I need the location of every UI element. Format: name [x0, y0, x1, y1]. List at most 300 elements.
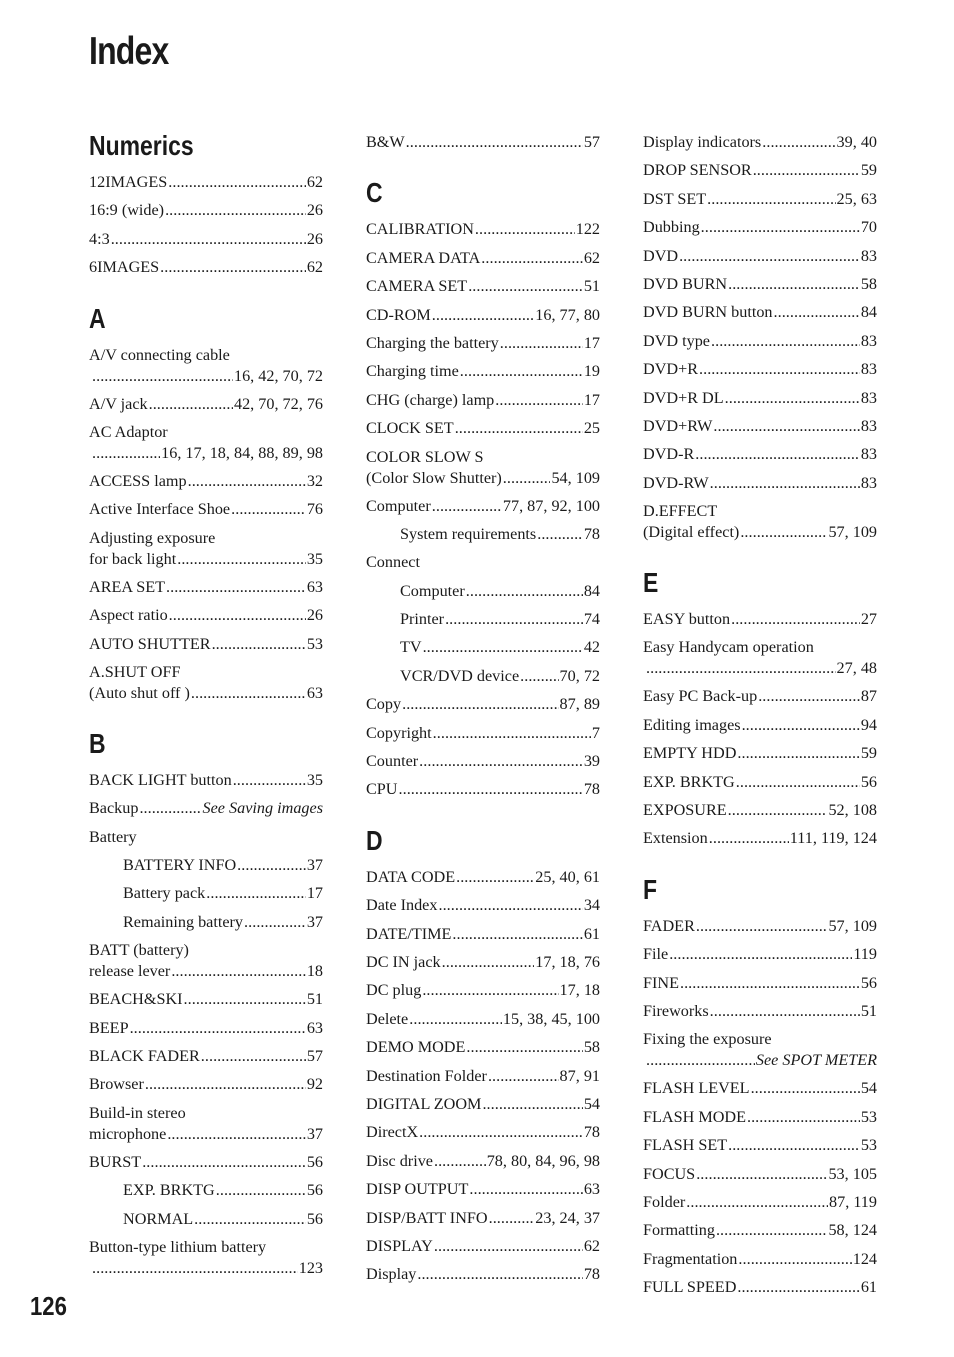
entry-pages: 37 [306, 1124, 323, 1143]
index-entry [89, 524, 323, 573]
entry-label: Connect [366, 553, 420, 572]
entry-pages: 74 [583, 610, 600, 629]
entry-label: A.SHUT OFF [89, 662, 181, 681]
entry-continuation [89, 443, 323, 464]
entry-pages: 57 [583, 133, 600, 151]
dot-leader [694, 440, 860, 468]
dot-leader [727, 796, 828, 824]
entry-label: CAMERA DATA [366, 248, 481, 267]
section-heading: D [366, 824, 383, 856]
entry-continuation [643, 522, 877, 543]
entry-label: Extension [643, 829, 708, 848]
entry-label: Battery pack [123, 884, 206, 903]
dot-leader [481, 1090, 582, 1118]
dot-leader [710, 327, 860, 355]
entry-pages: 58, 124 [828, 1221, 877, 1240]
entry-pages: 83 [860, 331, 877, 350]
dot-leader [176, 549, 306, 570]
entry-label: 16:9 (wide) [89, 201, 165, 220]
dot-leader [715, 1216, 827, 1244]
dot-leader [700, 213, 860, 241]
entry-label: Fragmentation [643, 1249, 738, 1268]
entry-pages: 70, 72 [559, 666, 600, 685]
entry-label: DVD [643, 246, 679, 265]
entry-label: COLOR SLOW S [366, 447, 484, 466]
entry-label: FOCUS [643, 1164, 696, 1183]
dot-leader [712, 412, 859, 440]
entry-pages: 17, 18, 76 [535, 952, 600, 971]
entry-label: DISPLAY [366, 1236, 433, 1255]
index-subentry [89, 908, 323, 936]
index-entry [643, 384, 877, 412]
index-subentry [89, 879, 323, 907]
dot-leader [166, 1124, 305, 1145]
index-entry [89, 1233, 323, 1282]
entry-label: DVD+R DL [643, 388, 724, 407]
dot-leader [433, 1232, 583, 1260]
entry-label: DVD+RW [643, 416, 713, 435]
entry-pages: 25 [583, 419, 600, 438]
index-entry [89, 1070, 323, 1098]
entry-label: DVD BURN [643, 274, 728, 293]
index-entry [366, 1232, 600, 1260]
entry-label: CAMERA SET [366, 277, 468, 296]
dot-leader [746, 1103, 860, 1131]
index-entry [643, 605, 877, 633]
dot-leader [502, 468, 551, 489]
dot-leader [730, 605, 860, 633]
dot-leader [165, 573, 306, 601]
dot-leader [193, 1205, 306, 1233]
index-entry [89, 1014, 323, 1042]
entry-pages: 56 [306, 1209, 323, 1228]
dot-leader [474, 215, 575, 243]
entry-pages: 62 [306, 173, 323, 191]
entry-pages: 57, 109 [828, 916, 877, 935]
entry-label: DC plug [366, 981, 422, 1000]
entry-label: FADER [643, 916, 695, 935]
entry-pages: 63 [306, 577, 323, 596]
index-entry [366, 863, 600, 891]
index-entry [643, 440, 877, 468]
entry-label-cont: microphone [89, 1124, 167, 1143]
entry-continuation [89, 683, 323, 704]
index-entry [366, 1062, 600, 1090]
index-entry [366, 747, 600, 775]
index-entry [89, 390, 323, 418]
index-entry [643, 497, 877, 546]
dot-leader [519, 662, 558, 690]
dot-leader [418, 1118, 583, 1146]
index-entry [643, 327, 877, 355]
index-entry [366, 443, 600, 492]
entry-pages: 83 [860, 445, 877, 464]
dot-leader [645, 1050, 755, 1071]
index-entry [643, 156, 877, 184]
entry-label: AUTO SHUTTER [89, 634, 211, 653]
index-entry [643, 128, 877, 156]
entry-label: DROP SENSOR [643, 161, 752, 180]
index-entry [643, 242, 877, 270]
entry-label: Backup [89, 799, 139, 818]
entry-label: FULL SPEED [643, 1278, 737, 1297]
entry-label: FLASH LEVEL [643, 1079, 750, 1098]
index-entry [366, 920, 600, 948]
dot-leader [138, 794, 201, 822]
dot-leader [416, 1260, 582, 1288]
dot-leader [735, 768, 860, 796]
dot-leader [144, 1070, 306, 1098]
dot-leader [465, 577, 583, 605]
index-entry [366, 548, 600, 576]
entry-pages: 61 [860, 1278, 877, 1297]
dot-leader [190, 683, 306, 704]
dot-leader [698, 355, 860, 383]
entry-continuation [643, 1050, 877, 1071]
index-entry [643, 1216, 877, 1244]
entry-label: EASY button [643, 610, 731, 629]
index-entry [643, 1160, 877, 1188]
entry-label: BEACH&SKI [89, 990, 183, 1009]
entry-label-cont: (Auto shut off ) [89, 683, 190, 702]
entry-pages: 119 [853, 945, 877, 964]
entry-label: Build-in stereo [89, 1103, 186, 1122]
entry-label: CHG (charge) lamp [366, 390, 495, 409]
index-subentry [366, 662, 600, 690]
dot-leader [236, 851, 306, 879]
entry-pages: 58 [860, 274, 877, 293]
entry-pages: 57, 109 [828, 523, 877, 542]
entry-pages: 51 [583, 277, 600, 296]
dot-leader [405, 128, 583, 156]
dot-leader [467, 272, 583, 300]
entry-pages: 123 [298, 1258, 323, 1277]
section-heading: A [89, 302, 106, 334]
entry-label: Fireworks [643, 1001, 709, 1020]
index-entry [643, 739, 877, 767]
entry-pages: 52, 108 [828, 801, 877, 820]
entry-label: Easy Handycam operation [643, 638, 814, 657]
index-entry [89, 196, 323, 224]
entry-label: EXP. BRKTG [123, 1181, 215, 1200]
dot-leader [167, 168, 306, 196]
entry-pages: 39, 40 [836, 133, 877, 151]
dot-leader [459, 357, 583, 385]
entry-pages: 34 [583, 896, 600, 915]
entry-pages: 62 [306, 258, 323, 277]
dot-leader [706, 185, 835, 213]
index-entry [89, 936, 323, 985]
index-column-3 [643, 128, 877, 1302]
entry-pages: 53 [860, 1136, 877, 1155]
entry-pages: 17 [306, 884, 323, 903]
entry-label: Copy [366, 695, 402, 714]
entry-label: DVD BURN button [643, 303, 773, 322]
entry-label: Copyright [366, 723, 432, 742]
entry-label: Remaining battery [123, 912, 244, 931]
dot-leader [727, 1131, 860, 1159]
entry-pages: 87, 89 [559, 695, 600, 714]
index-entry [89, 658, 323, 707]
entry-pages: 78 [583, 524, 600, 543]
dot-leader [739, 522, 827, 543]
entry-pages: 23, 24, 37 [535, 1208, 600, 1227]
entry-pages: 17 [583, 333, 600, 352]
entry-label: CALIBRATION [366, 220, 474, 239]
entry-continuation [89, 549, 323, 570]
entry-label: BATTERY INFO [123, 856, 237, 875]
dot-leader [437, 891, 582, 919]
dot-leader [170, 961, 305, 982]
index-entry [89, 495, 323, 523]
entry-label: Browser [89, 1075, 144, 1094]
entry-label: DST SET [643, 189, 707, 208]
entry-pages: 78 [583, 780, 600, 799]
dot-leader [709, 997, 860, 1025]
entry-pages: 37 [306, 856, 323, 875]
entry-label: VCR/DVD device [400, 666, 520, 685]
entry-continuation [643, 658, 877, 679]
index-entry [643, 1103, 877, 1131]
index-subentry [366, 605, 600, 633]
index-entry [366, 386, 600, 414]
entry-label: FLASH MODE [643, 1107, 746, 1126]
entry-pages: 94 [860, 715, 877, 734]
index-entry [89, 601, 323, 629]
dot-leader [465, 1033, 582, 1061]
entry-label: Fixing the exposure [643, 1030, 772, 1049]
index-entry [366, 948, 600, 976]
dot-leader [232, 766, 306, 794]
dot-leader [736, 1273, 859, 1301]
index-entry [89, 1148, 323, 1176]
dot-leader [91, 366, 233, 387]
index-entry [366, 244, 600, 272]
entry-pages: See SPOT METER [755, 1051, 877, 1070]
entry-label: Delete [366, 1009, 409, 1028]
entry-label: DEMO MODE [366, 1038, 466, 1057]
entry-pages: 57 [306, 1047, 323, 1066]
dot-leader [243, 908, 306, 936]
index-entry [366, 1147, 600, 1175]
dot-leader [421, 976, 558, 1004]
dot-leader [148, 390, 233, 418]
index-entry [89, 225, 323, 253]
entry-label: Destination Folder [366, 1066, 487, 1085]
entry-label: BEEP [89, 1018, 129, 1037]
index-entry [643, 1025, 877, 1074]
entry-pages: 35 [306, 549, 323, 568]
index-entry [366, 414, 600, 442]
entry-pages: 53, 105 [828, 1164, 877, 1183]
entry-label: 6IMAGES [89, 258, 160, 277]
dot-leader [215, 1176, 306, 1204]
dot-leader [499, 329, 583, 357]
index-entry [89, 573, 323, 601]
entry-label-cont: for back light [89, 549, 177, 568]
entry-pages: 16, 42, 70, 72 [233, 366, 323, 385]
entry-pages: 59 [860, 744, 877, 763]
entry-label: Aspect ratio [89, 606, 168, 625]
index-entry [366, 891, 600, 919]
entry-label: DVD type [643, 331, 710, 350]
entry-pages: 19 [583, 362, 600, 381]
dot-leader [488, 1204, 535, 1232]
entry-pages: 15, 38, 45, 100 [502, 1009, 600, 1028]
index-entry [366, 1033, 600, 1061]
dot-leader [455, 863, 534, 891]
entry-label: AREA SET [89, 577, 165, 596]
dot-leader [91, 1258, 298, 1279]
entry-label: Display indicators [643, 133, 762, 151]
entry-label-cont: (Digital effect) [643, 523, 740, 542]
entry-continuation [89, 1258, 323, 1279]
entry-pages: 78 [583, 1265, 600, 1284]
index-entry [89, 1042, 323, 1070]
entry-continuation [89, 1124, 323, 1145]
dot-leader [444, 605, 583, 633]
index-entry [89, 985, 323, 1013]
section-heading: E [643, 567, 659, 599]
entry-pages: 53 [306, 634, 323, 653]
dot-leader [211, 630, 306, 658]
index-entry [89, 168, 323, 196]
entry-pages: 84 [860, 303, 877, 322]
entry-label: EXPOSURE [643, 801, 727, 820]
entry-label: Disc drive [366, 1151, 433, 1170]
dot-leader [736, 739, 859, 767]
entry-label: Counter [366, 752, 419, 771]
index-entry [643, 469, 877, 497]
page-title: Index [89, 30, 169, 73]
entry-pages: 42, 70, 72, 76 [233, 394, 323, 413]
dot-leader [431, 492, 502, 520]
entry-label: Charging the battery [366, 333, 499, 352]
index-entry [89, 794, 323, 822]
dot-leader [91, 443, 160, 464]
entry-pages: 87 [860, 687, 877, 706]
entry-pages: 32 [306, 471, 323, 490]
entry-label: FINE [643, 973, 679, 992]
index-subentry [89, 1205, 323, 1233]
dot-leader [110, 225, 306, 253]
section-heading: Numerics [89, 130, 194, 161]
dot-leader [129, 1014, 306, 1042]
dot-leader [401, 690, 558, 718]
dot-leader [418, 747, 583, 775]
entry-label: NORMAL [123, 1209, 194, 1228]
entry-label: Date Index [366, 896, 438, 915]
entry-label: 4:3 [89, 229, 110, 248]
entry-label: BACK LIGHT button [89, 770, 232, 789]
entry-pages: 16, 77, 80 [535, 305, 600, 324]
index-entry [643, 1131, 877, 1159]
entry-label: Editing images [643, 715, 741, 734]
entry-pages: 78, 80, 84, 96, 98 [486, 1151, 600, 1170]
entry-label: Easy PC Back-up [643, 687, 758, 706]
entry-pages: 59 [860, 161, 877, 180]
index-entry [89, 467, 323, 495]
index-entry [366, 1118, 600, 1146]
dot-leader [695, 1160, 827, 1188]
index-entry [643, 298, 877, 326]
entry-label: Computer [400, 581, 465, 600]
dot-leader [164, 196, 306, 224]
dot-leader [773, 298, 860, 326]
section-heading: B [89, 727, 106, 759]
index-entry [366, 1260, 600, 1288]
index-entry [89, 823, 323, 851]
entry-label: EXP. BRKTG [643, 772, 735, 791]
entry-pages: 25, 40, 61 [535, 867, 600, 886]
dot-leader [741, 711, 860, 739]
index-entry [366, 215, 600, 243]
entry-pages: 54 [583, 1094, 600, 1113]
entry-pages: 87, 119 [829, 1192, 877, 1211]
entry-label: DC IN jack [366, 952, 441, 971]
entry-label: DISP/BATT INFO [366, 1208, 488, 1227]
entry-label: DATE/TIME [366, 924, 452, 943]
dot-leader [183, 985, 306, 1013]
dot-leader [141, 1148, 306, 1176]
index-entry [643, 270, 877, 298]
dot-leader [761, 128, 835, 156]
entry-pages: 56 [306, 1181, 323, 1200]
section-heading: C [366, 177, 383, 209]
entry-pages: 27, 48 [836, 659, 877, 678]
dot-leader [709, 469, 860, 497]
entry-pages: 83 [860, 416, 877, 435]
dot-leader [168, 601, 306, 629]
dot-leader [737, 1245, 851, 1273]
index-entry [89, 253, 323, 281]
entry-label: 12IMAGES [89, 173, 168, 191]
index-entry [643, 1074, 877, 1102]
entry-label: Computer [366, 496, 431, 515]
index-entry [643, 185, 877, 213]
entry-label: TV [400, 638, 422, 657]
entry-label: DVD-R [643, 445, 695, 464]
index-entry [643, 768, 877, 796]
entry-continuation [366, 468, 600, 489]
entry-label: DVD+R [643, 360, 698, 379]
entry-pages: 62 [583, 1236, 600, 1255]
index-entry [643, 711, 877, 739]
entry-label-cont: release lever [89, 962, 171, 981]
entry-pages: 18 [306, 962, 323, 981]
index-entry [643, 213, 877, 241]
entry-pages: 83 [860, 360, 877, 379]
dot-leader [708, 824, 789, 852]
index-subentry [89, 1176, 323, 1204]
entry-label: CPU [366, 780, 398, 799]
index-entry [643, 412, 877, 440]
entry-pages: 63 [306, 1018, 323, 1037]
index-entry [643, 824, 877, 852]
index-entry [366, 1090, 600, 1118]
entry-pages: 37 [306, 912, 323, 931]
entry-label: Active Interface Shoe [89, 500, 231, 519]
index-entry [366, 272, 600, 300]
page-number: 126 [30, 1291, 67, 1321]
index-column-2 [366, 128, 600, 1289]
dot-leader [494, 386, 583, 414]
index-entry [643, 1273, 877, 1301]
entry-label: Button-type lithium battery [89, 1237, 267, 1256]
entry-continuation [89, 961, 323, 982]
dot-leader [408, 1005, 502, 1033]
entry-label: Adjusting exposure [89, 528, 216, 547]
